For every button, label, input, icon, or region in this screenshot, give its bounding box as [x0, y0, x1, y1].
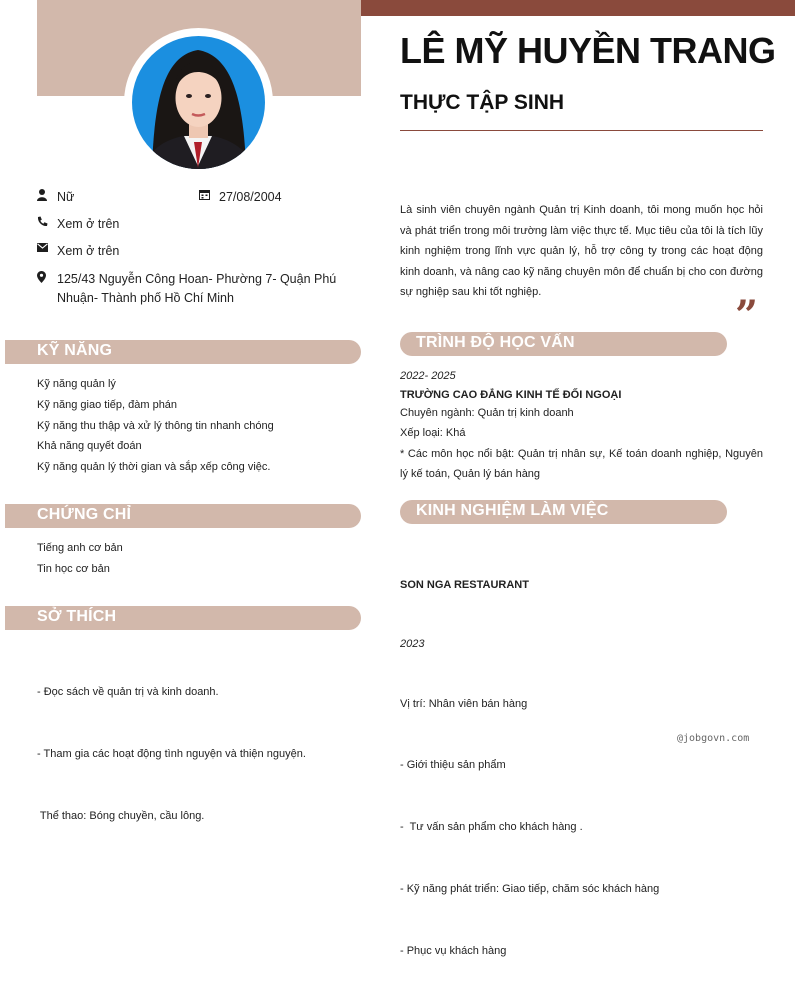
email-row [37, 242, 119, 261]
company-name: SON NGA RESTAURANT [400, 579, 529, 592]
certificate-item: Tin học cơ bản [37, 562, 110, 575]
hobbies-heading-bar [5, 606, 361, 630]
experience-year: 2023 [400, 638, 425, 651]
dob-row [199, 188, 282, 207]
experience-line: - Kỹ năng phát triển: Giao tiếp, chăm sóc khách hàng [400, 882, 660, 895]
skills-list [37, 374, 274, 478]
skill-item: Khả năng quyết đoán [37, 440, 142, 453]
education-section [400, 366, 763, 485]
person-icon [37, 189, 57, 201]
envelope-icon [37, 243, 57, 252]
phone-icon [37, 216, 57, 227]
education-grade: Xếp loại: Khá [400, 427, 466, 440]
hobbies-heading: SỞ THÍCH [37, 608, 117, 625]
experience-line: - Phục vụ khách hàng [400, 944, 507, 957]
skills-heading-bar [5, 340, 361, 364]
location-pin-icon [37, 271, 57, 283]
experience-section [400, 534, 763, 982]
profile-photo [132, 36, 265, 169]
address-value: 125/43 Nguyễn Công Hoan- Phường 7- Quận Phú Nhuận- Thành phố Hồ Chí Minh [57, 272, 337, 305]
hobbies-list [37, 640, 306, 848]
experience-line: Vị trí: Nhân viên bán hàng [400, 697, 528, 710]
dob-value: 27/08/2004 [219, 190, 282, 204]
phone-value: Xem ở trên [57, 217, 120, 231]
gender-value: Nữ [57, 190, 75, 204]
email-value: Xem ở trên [57, 244, 120, 258]
job-title: THỰC TẬP SINH [400, 91, 565, 114]
top-accent-bar [360, 0, 795, 16]
education-period: 2022- 2025 [400, 370, 456, 382]
experience-line: - Tư vấn sản phẩm cho khách hàng . [400, 821, 583, 834]
certificate-item: Tiếng anh cơ bản [37, 542, 123, 554]
address-row [37, 270, 342, 308]
skill-item: Kỹ năng quản lý [37, 378, 116, 390]
hobby-item: - Đọc sách về quản trị và kinh doanh. [37, 685, 219, 698]
experience-heading: KINH NGHIỆM LÀM VIỆC [416, 502, 609, 519]
skills-heading: KỸ NĂNG [37, 342, 113, 359]
certificates-heading-bar [5, 504, 361, 528]
experience-heading-bar [400, 500, 727, 524]
experience-line: - Giới thiệu sản phẩm [400, 759, 506, 772]
education-heading: TRÌNH ĐỘ HỌC VẤN [416, 334, 575, 351]
gender-row [37, 188, 74, 207]
skill-item: Kỹ năng giao tiếp, đàm phán [37, 398, 178, 411]
header-divider [400, 130, 763, 131]
hobby-item: - Tham gia các hoạt động tình nguyện và thiện nguyện. [37, 747, 306, 760]
skill-item: Kỹ năng thu thập và xử lý thông tin nhanh chóng [37, 419, 274, 432]
candidate-name: LÊ MỸ HUYỀN TRANG [400, 30, 776, 71]
calendar-icon [199, 189, 219, 200]
school-name: TRƯỜNG CAO ĐẲNG KINH TẾ ĐỐI NGOẠI [400, 388, 622, 401]
certificates-list [37, 538, 123, 580]
education-major: Chuyên ngành: Quản trị kinh doanh [400, 406, 574, 419]
certificates-heading: CHỨNG CHỈ [37, 506, 132, 523]
footer-watermark: @jobgovn.com [677, 733, 750, 744]
career-summary: Là sinh viên chuyên ngành Quản trị Kinh doanh, tôi mong muốn học hỏi và phát triển trong môi trường làm việc thực tế. Mục tiêu của tôi là tích lũy kinh nghiệm trong lĩnh vực quản lý, hỗ trợ công ty trong các hoạt động kinh doanh, và nâng cao kỹ năng chuyên môn để chuẩn bị cho con đường sự nghiệp sau khi tốt nghiệp. [400, 204, 763, 299]
hobby-item: Thể thao: Bóng chuyền, cầu lông. [37, 810, 205, 823]
education-heading-bar [400, 332, 727, 356]
phone-row [37, 215, 119, 234]
avatar [124, 28, 273, 177]
education-courses: * Các môn học nổi bật: Quản trị nhân sự, Kế toán doanh nghiệp, Nguyên lý kế toán, Quản lý bán hàng [400, 447, 763, 481]
skill-item: Kỹ năng quản lý thời gian và sắp xếp công việc. [37, 461, 271, 474]
quote-mark-icon: ” [735, 292, 759, 339]
